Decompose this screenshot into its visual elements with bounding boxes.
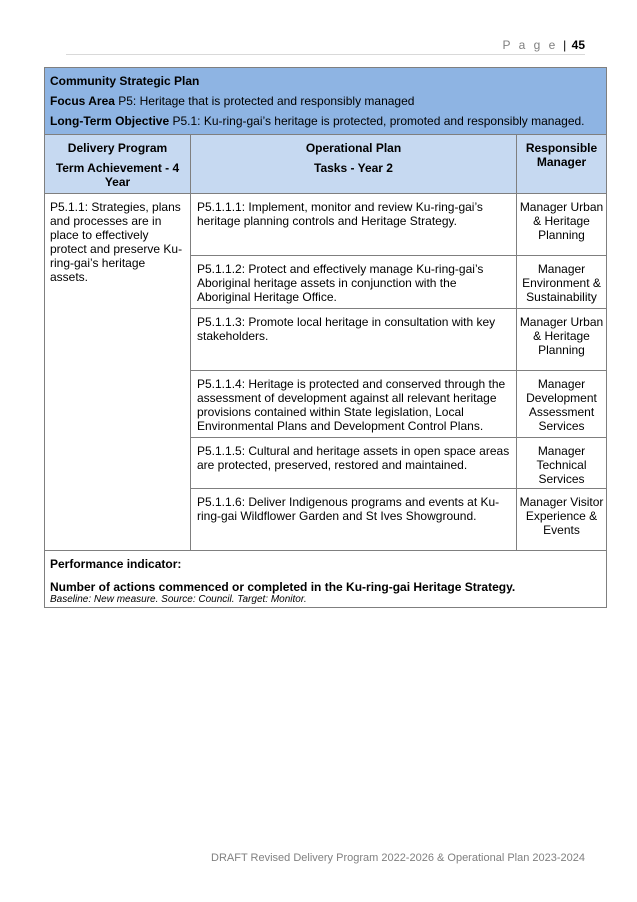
page-label: P a g e [502, 38, 558, 52]
plan-table [44, 67, 607, 608]
task-text: P5.1.1.5: Cultural and heritage assets in open space areas are protected, preserved, restored and maintained. [191, 438, 517, 489]
page-separator: | [563, 38, 567, 52]
performance-indicator-title: Performance indicator: [50, 557, 182, 571]
strategic-plan-title: Community Strategic Plan [50, 74, 200, 88]
task-text: P5.1.1.6: Deliver Indigenous programs and events at Ku-ring-gai Wildflower Garden and St Ives Showground. [191, 489, 517, 551]
performance-measure: Number of actions commenced or completed in the Ku-ring-gai Heritage Strategy. [50, 580, 516, 594]
responsible-manager: Manager Technical Services [517, 438, 607, 489]
objective-text: P5.1: Ku-ring-gai’s heritage is protected, promoted and responsibly managed. [169, 114, 585, 128]
strategic-plan-cell [45, 68, 607, 135]
responsible-manager-header [517, 135, 607, 194]
delivery-program-text: P5.1.1: Strategies, plans and processes are in place to effectively protect and preserve Ku-ring-gai’s heritage assets. [45, 194, 191, 551]
long-term-objective [50, 114, 601, 128]
operational-plan-title: Operational Plan [305, 141, 402, 155]
responsible-manager: Manager Urban & Heritage Planning [517, 194, 607, 256]
performance-indicator-cell [45, 551, 607, 608]
delivery-program-subtitle: Term Achievement - 4 Year [55, 161, 180, 189]
column-header-row [45, 135, 607, 194]
document-footer: DRAFT Revised Delivery Program 2022-2026 & Operational Plan 2023-2024 [211, 852, 585, 864]
focus-area-text: P5: Heritage that is protected and responsibly managed [114, 94, 415, 108]
strategic-plan-row [45, 68, 607, 135]
performance-baseline: Baseline: New measure. Source: Council. Target: Monitor. [50, 594, 307, 605]
focus-area-label: Focus Area [50, 94, 115, 108]
delivery-program-header [45, 135, 191, 194]
responsible-manager: Manager Urban & Heritage Planning [517, 309, 607, 371]
responsible-manager: Manager Visitor Experience & Events [517, 489, 607, 551]
table-row [45, 194, 607, 256]
delivery-program-title: Delivery Program [67, 141, 168, 155]
operational-plan-header [191, 135, 517, 194]
task-text: P5.1.1.1: Implement, monitor and review Ku-ring-gai’s heritage planning controls and Heritage Strategy. [191, 194, 517, 256]
page-header [503, 38, 585, 52]
responsible-manager-title: Responsible Manager [525, 141, 598, 169]
header-divider [66, 54, 585, 55]
task-text: P5.1.1.3: Promote local heritage in consultation with key stakeholders. [191, 309, 517, 371]
page-number: 45 [571, 38, 585, 52]
task-text: P5.1.1.2: Protect and effectively manage Ku-ring-gai’s Aboriginal heritage assets in conjunction with the Aboriginal Heritage Office. [191, 256, 517, 309]
operational-plan-subtitle: Tasks - Year 2 [314, 161, 393, 175]
objective-label: Long-Term Objective [50, 114, 170, 128]
performance-row [45, 551, 607, 608]
responsible-manager: Manager Development Assessment Services [517, 371, 607, 438]
task-text: P5.1.1.4: Heritage is protected and conserved through the assessment of development against all relevant heritage provisions contained within State legislation, Local Environmental Plans and Development Control Plans. [191, 371, 517, 438]
focus-area [50, 94, 601, 108]
responsible-manager: Manager Environment & Sustainability [517, 256, 607, 309]
